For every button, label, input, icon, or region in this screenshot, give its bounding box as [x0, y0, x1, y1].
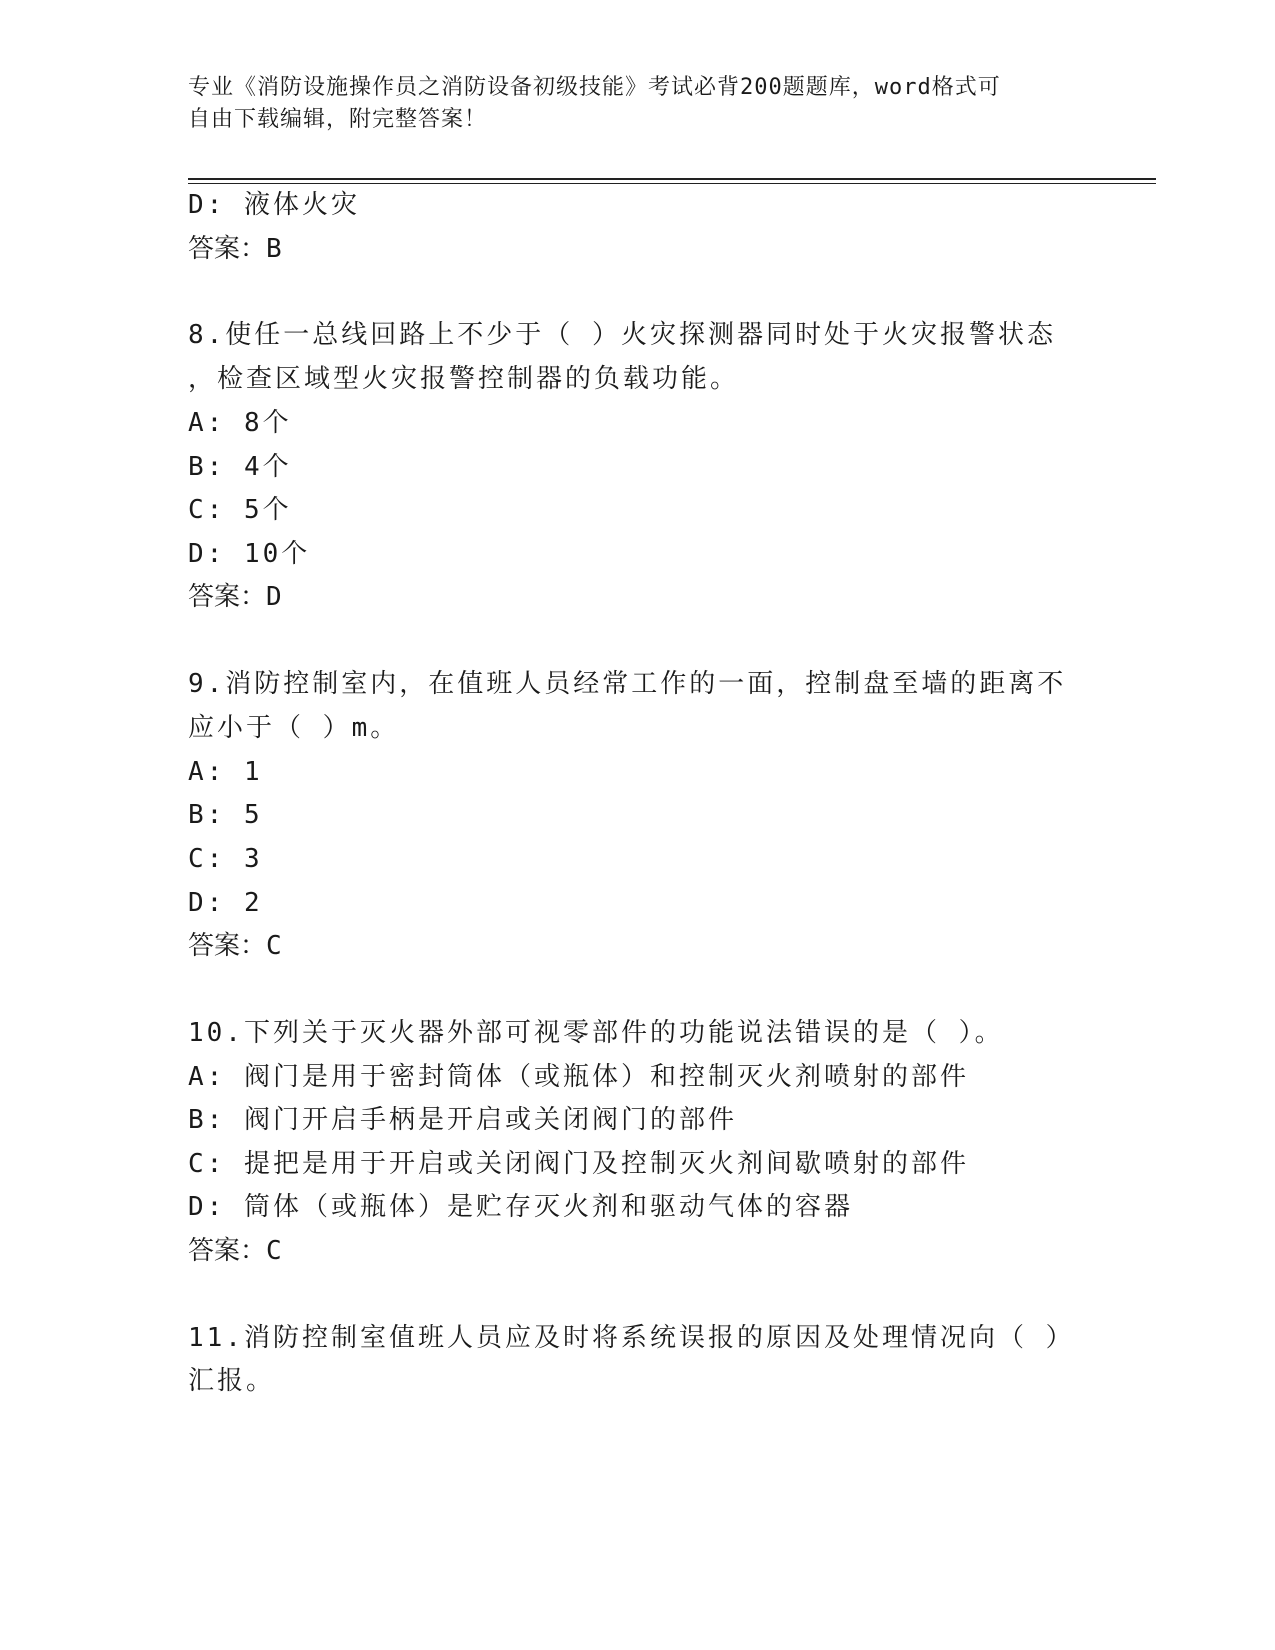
q9-stem-line-2: 应小于（ ）m。 — [188, 713, 400, 743]
q8-option-b: B: 4个 — [188, 452, 292, 482]
q9-answer: 答案：C — [188, 931, 282, 961]
header-divider-thick — [188, 178, 1156, 180]
q11-stem-line-1: 11.消防控制室值班人员应及时将系统误报的原因及处理情况向（ ） — [188, 1323, 1075, 1353]
q8-answer: 答案：D — [188, 582, 282, 612]
q10-stem-line-1: 10.下列关于灭火器外部可视零部件的功能说法错误的是（ ）。 — [188, 1018, 1004, 1048]
header-line-1: 专业《消防设施操作员之消防设备初级技能》考试必背200题题库，word格式可 — [188, 75, 1001, 100]
q8-option-c: C: 5个 — [188, 495, 292, 525]
prev-answer: 答案：B — [188, 234, 282, 264]
q9-option-c: C: 3 — [188, 844, 263, 874]
document-header — [188, 72, 1068, 136]
q9-option-d: D: 2 — [188, 888, 263, 918]
q10-option-a: A: 阀门是用于密封筒体（或瓶体）和控制灭火剂喷射的部件 — [188, 1062, 969, 1092]
q8-stem-line-1: 8.使任一总线回路上不少于（ ）火灾探测器同时处于火灾报警状态 — [188, 320, 1056, 350]
q8-option-d: D: 10个 — [188, 539, 311, 569]
q8-option-a: A: 8个 — [188, 408, 292, 438]
q11-stem-line-2: 汇报。 — [188, 1366, 276, 1396]
q10-option-c: C: 提把是用于开启或关闭阀门及控制灭火剂间歇喷射的部件 — [188, 1149, 969, 1179]
q10-option-d: D: 筒体（或瓶体）是贮存灭火剂和驱动气体的容器 — [188, 1192, 853, 1222]
header-divider-thin — [188, 183, 1156, 184]
prev-option-d: D: 液体火灾 — [188, 190, 360, 220]
q9-option-b: B: 5 — [188, 800, 263, 830]
q9-stem-line-1: 9.消防控制室内，在值班人员经常工作的一面，控制盘至墙的距离不 — [188, 669, 1067, 699]
q10-option-b: B: 阀门开启手柄是开启或关闭阀门的部件 — [188, 1105, 737, 1135]
q9-option-a: A: 1 — [188, 757, 263, 787]
q10-answer: 答案：C — [188, 1236, 282, 1266]
header-line-2: 自由下载编辑，附完整答案！ — [188, 107, 488, 132]
q8-stem-line-2: ，检查区域型火灾报警控制器的负载功能。 — [188, 364, 740, 394]
